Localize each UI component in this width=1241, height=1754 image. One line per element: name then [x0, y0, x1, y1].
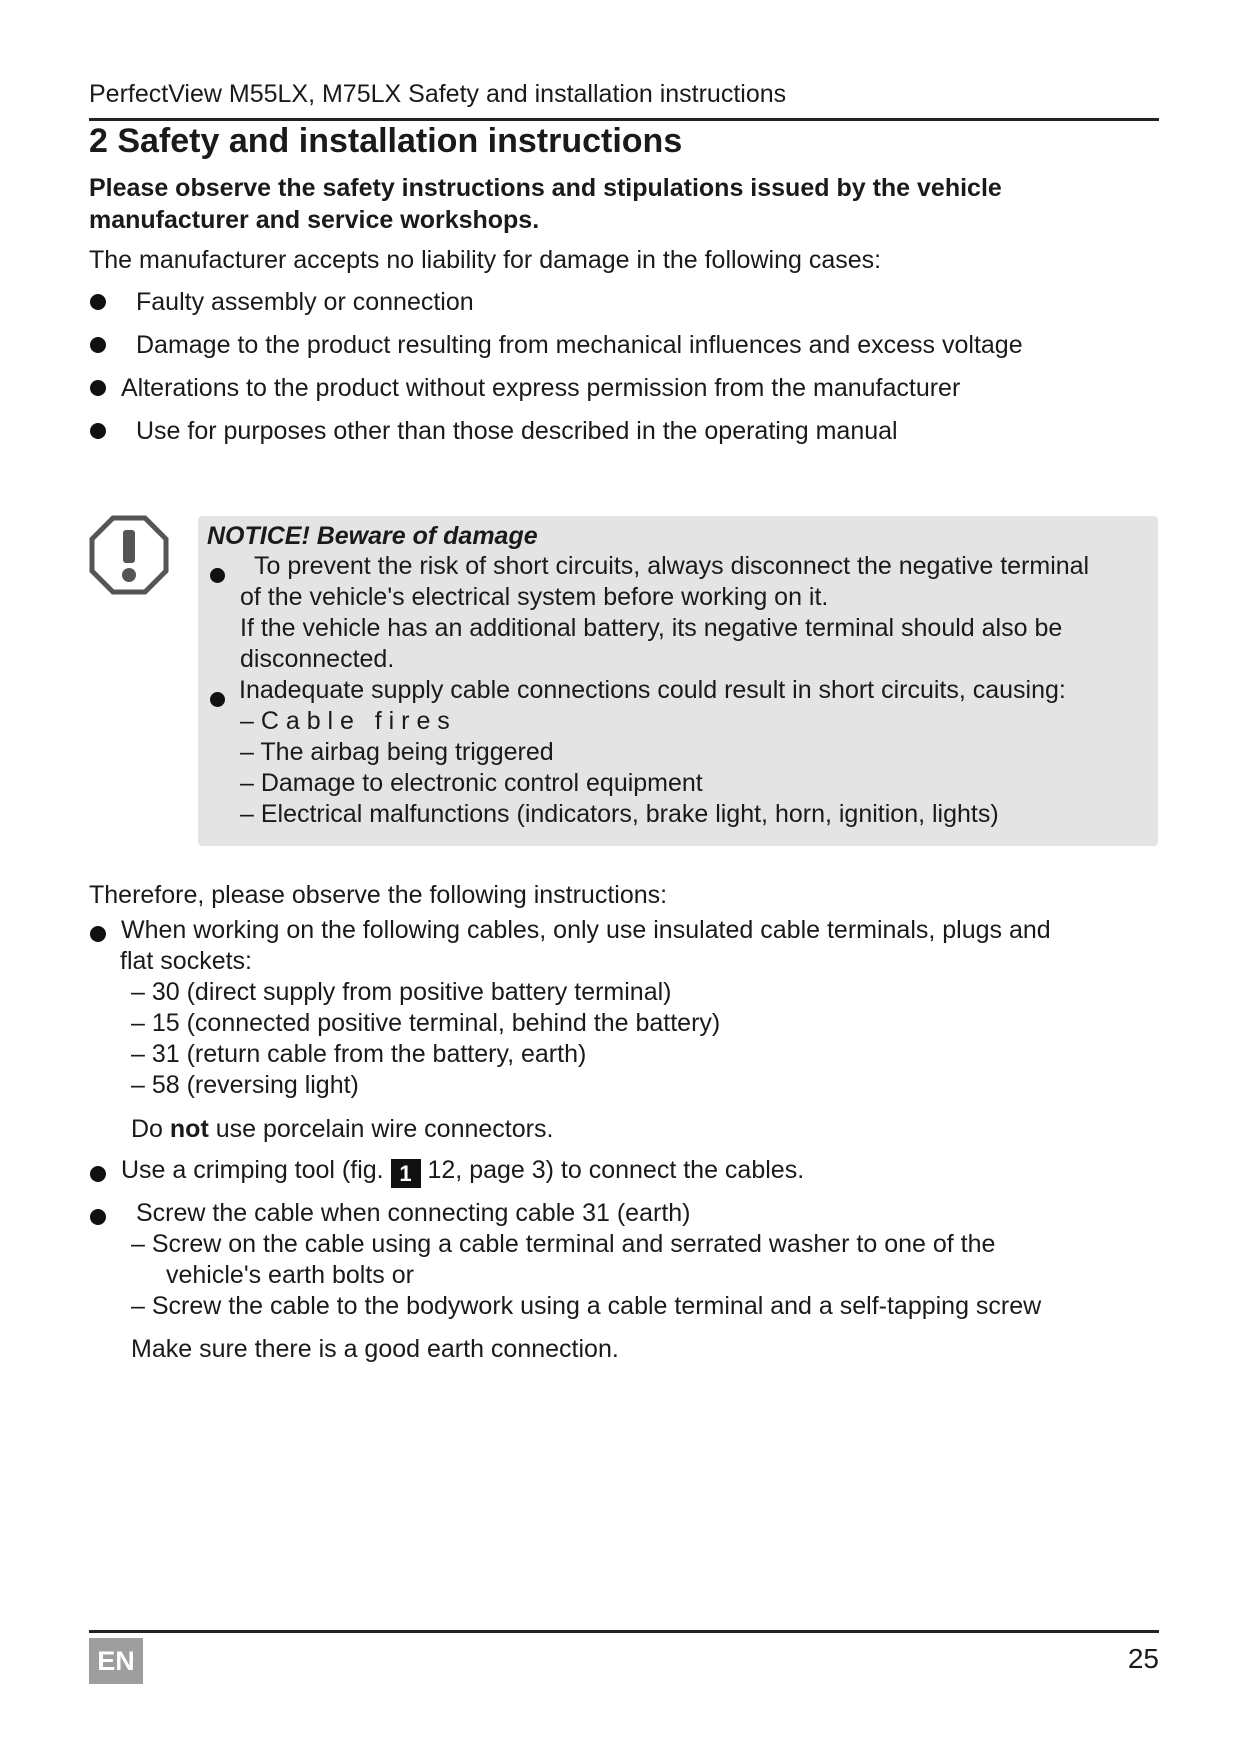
section-title: 2 Safety and installation instructions [89, 122, 683, 160]
notice-title: NOTICE! Beware of damage [207, 522, 538, 550]
warning-octagon-icon [89, 515, 169, 595]
porcelain-pre: Do [131, 1115, 170, 1143]
crimp-instruction [121, 1156, 804, 1188]
list-item-text: Alterations to the product without express permission from the manufacturer [121, 374, 961, 402]
running-header: PerfectView M55LX, M75LX Safety and installation instructions [89, 80, 787, 108]
bullet-icon [90, 423, 106, 439]
notice-text: To prevent the risk of short circuits, always disconnect the negative terminal [254, 552, 1090, 580]
earth-option: – Screw on the cable using a cable terminal and serrated washer to one of the [131, 1230, 996, 1258]
bullet-icon [90, 926, 106, 942]
notice-text: Inadequate supply cable connections could result in short circuits, causing: [239, 676, 1066, 704]
porcelain-note [131, 1115, 553, 1144]
instructions-lead: Therefore, please observe the following instructions: [89, 881, 668, 909]
crimp-pre: Use a crimping tool (fig. [121, 1156, 391, 1184]
manual-page [89, 0, 1159, 1754]
earth-note: Make sure there is a good earth connection. [131, 1335, 619, 1363]
list-item-text: Damage to the product resulting from mechanical influences and excess voltage [136, 331, 1023, 359]
cable-item: – 58 (reversing light) [131, 1071, 359, 1099]
consequence-item: – C a b l e f i r e s [240, 707, 450, 735]
cable-item: – 30 (direct supply from positive battery terminal) [131, 978, 672, 1006]
footer-rule [89, 1630, 1159, 1633]
cable-item: – 15 (connected positive terminal, behind the battery) [131, 1009, 721, 1037]
earth-option: – Screw the cable to the bodywork using a cable terminal and a self-tapping screw [131, 1292, 1042, 1320]
page-number: 25 [1127, 1643, 1159, 1674]
bullet-icon [90, 294, 106, 310]
cable-item: – 31 (return cable from the battery, earth) [131, 1040, 587, 1068]
consequence-item: – The airbag being triggered [240, 738, 554, 766]
consequence-item: – Damage to electronic control equipment [240, 769, 703, 797]
liability-intro: The manufacturer accepts no liability for damage in the following cases: [89, 246, 882, 274]
header-rule [89, 118, 1159, 121]
bullet-icon [90, 1209, 106, 1225]
bullet-icon [210, 692, 225, 707]
crimp-post: 12, page 3) to connect the cables. [420, 1156, 805, 1184]
bullet-icon [90, 1166, 106, 1182]
list-item-text: Use for purposes other than those described in the operating manual [136, 417, 898, 445]
language-badge: EN [89, 1638, 143, 1684]
instruction-text: Screw the cable when connecting cable 31 (earth) [136, 1199, 691, 1227]
notice-text: If the vehicle has an additional battery, its negative terminal should also be [240, 614, 1063, 642]
notice-text: disconnected. [240, 645, 395, 673]
porcelain-post: use porcelain wire connectors. [208, 1115, 554, 1143]
earth-option: vehicle's earth bolts or [166, 1261, 414, 1289]
notice-box [198, 516, 1158, 846]
notice-text: of the vehicle's electrical system before working on it. [240, 583, 829, 611]
intro-bold-text: Please observe the safety instructions and stipulations issued by the vehicle manufacturer and service workshops. [89, 174, 1002, 234]
list-item-text: Faulty assembly or connection [136, 288, 474, 316]
porcelain-emphasis: not [169, 1115, 209, 1143]
bullet-icon [90, 380, 106, 396]
instruction-text: When working on the following cables, only use insulated cable terminals, plugs and [121, 916, 1051, 944]
consequence-item: – Electrical malfunctions (indicators, brake light, horn, ignition, lights) [240, 800, 999, 828]
bullet-icon [210, 568, 225, 583]
bullet-icon [90, 337, 106, 353]
instruction-text: flat sockets: [120, 947, 252, 975]
figure-reference-badge: 1 [391, 1159, 421, 1188]
